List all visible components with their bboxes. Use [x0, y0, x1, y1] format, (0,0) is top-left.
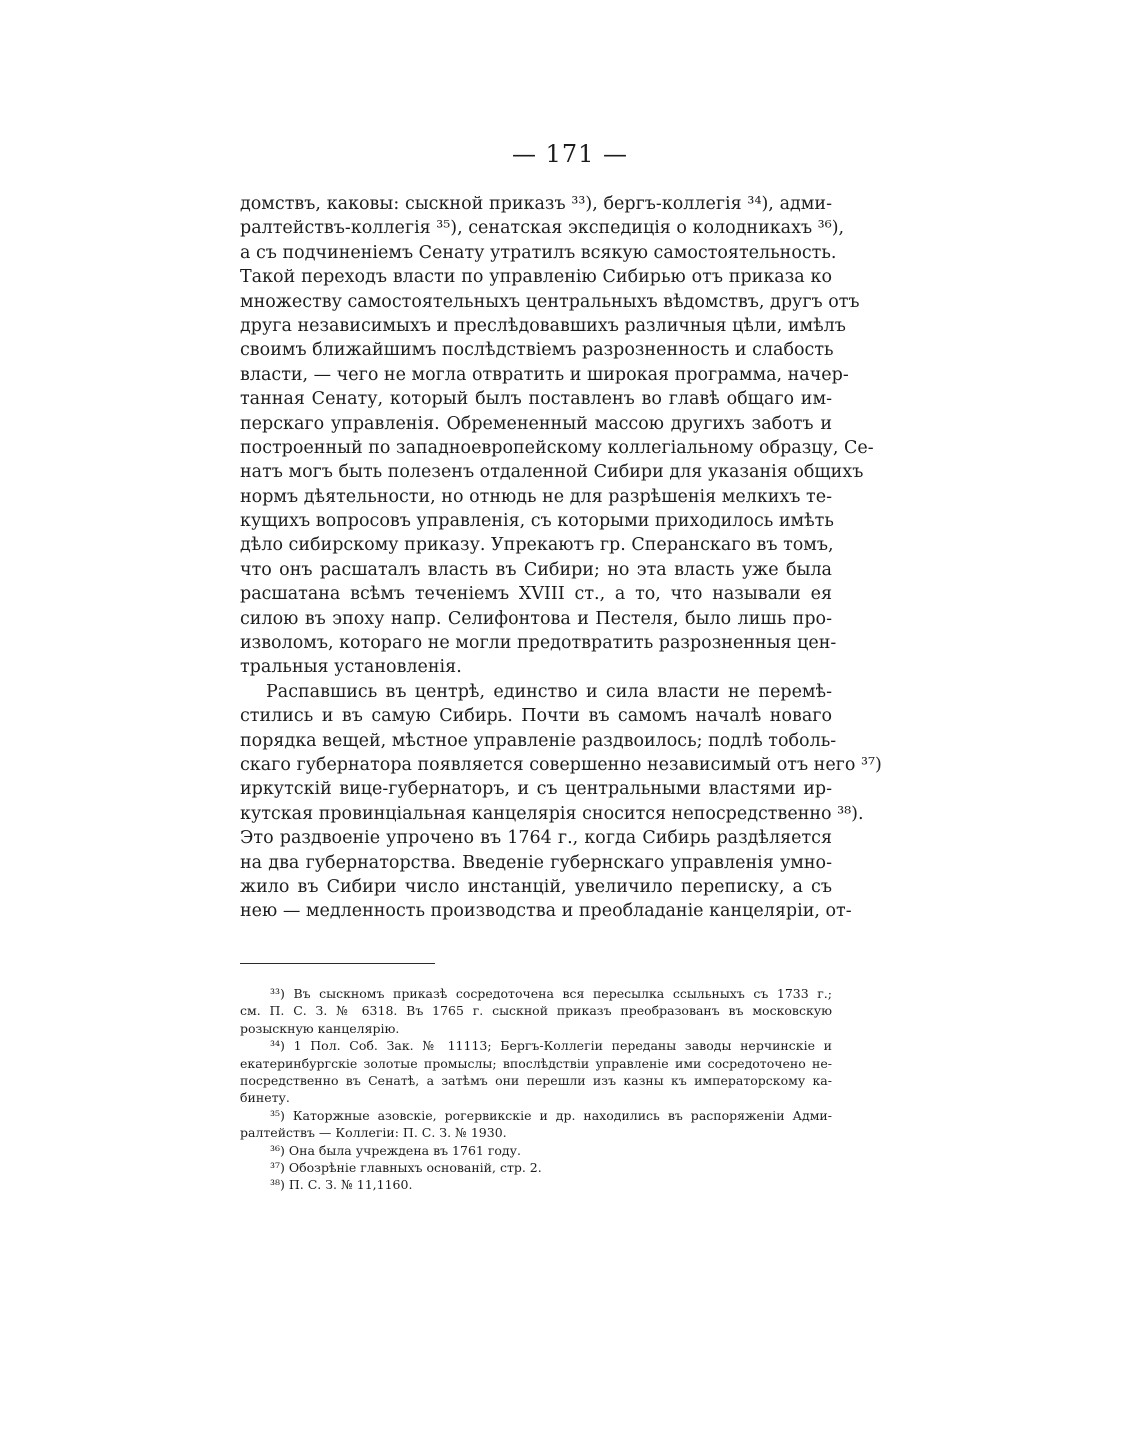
- body-text: [240, 192, 882, 924]
- text-line: кущихъ вопросовъ управленія, съ которыми приходилось имѣть: [240, 511, 834, 532]
- text-line: что онъ расшаталъ власть въ Сибири; но эта власть уже была: [240, 559, 832, 580]
- text-line: иркутскій вице-губернаторъ, и съ центральными властями ир-: [240, 779, 832, 800]
- text-line: домствъ, каковы: сыскной приказъ ³³), бергъ-коллегія ³⁴), адми-: [240, 194, 832, 214]
- text-line: а съ подчиненіемъ Сенату утратилъ всякую самостоятельность.: [240, 242, 837, 263]
- footnote-line: бинету.: [240, 1090, 290, 1106]
- text-line: своимъ ближайшимъ послѣдствіемъ разрозненность и слабость: [240, 340, 834, 361]
- footnotes: [240, 985, 832, 1194]
- footnote-line: посредственно въ Сенатѣ, а затѣмъ они перешли изъ казны къ императорскому ка-: [240, 1072, 832, 1088]
- text-line: построенный по западноевропейскому коллегіальному образцу, Се-: [240, 437, 874, 458]
- text-line: власти, — чего не могла отвратить и широкая программа, начер-: [240, 364, 849, 385]
- footnote-line: ³⁶) Она была учреждена въ 1761 году.: [270, 1142, 521, 1158]
- text-line: танная Сенату, который былъ поставленъ во главѣ общаго им-: [240, 389, 832, 410]
- text-line: жило въ Сибири число инстанцій, увеличило переписку, а съ: [240, 876, 832, 897]
- text-line: множеству самостоятельныхъ центральныхъ вѣдомствъ, другъ отъ: [240, 291, 860, 312]
- text-line: изволомъ, котораго не могли предотвратить разрозненныя цен-: [240, 633, 837, 654]
- text-line: тральныя установленія.: [240, 657, 462, 678]
- footnote-line: см. П. С. З. № 6318. Въ 1765 г. сыскной приказъ преобразованъ въ московскую: [240, 1003, 832, 1019]
- text-line: друга независимыхъ и преслѣдовавшихъ различныя цѣли, имѣлъ: [240, 315, 846, 336]
- footnote-line: ³⁵) Каторжные азовскіе, рогервикскіе и др. находились въ распоряженіи Адми-: [270, 1107, 832, 1123]
- text-line: перскаго управленія. Обремененный массою другихъ заботъ и: [240, 413, 832, 434]
- text-line: скаго губернатора появляется совершенно независимый отъ него ³⁷): [240, 754, 882, 775]
- footnote-line: ралтействъ — Коллегіи: П. С. З. № 1930.: [240, 1125, 507, 1141]
- text-line: ралтействъ-коллегія ³⁵), сенатская экспедиція о колодникахъ ³⁶),: [240, 218, 845, 239]
- text-line: дѣло сибирскому приказу. Упрекаютъ гр. Сперанскаго въ томъ,: [240, 535, 834, 556]
- page-number: — 171 —: [511, 140, 629, 168]
- text-line: натъ могъ быть полезенъ отдаленной Сибири для указанія общихъ: [240, 462, 864, 483]
- footnote-divider: [240, 963, 435, 964]
- footnote-line: ³³) Въ сыскномъ приказѣ сосредоточена вся пересылка ссыльныхъ съ 1733 г.;: [270, 986, 832, 1001]
- footnote-line: розыскную канцелярію.: [240, 1020, 400, 1036]
- text-line: нормъ дѣятельности, но отнюдь не для разрѣшенія мелкихъ те-: [240, 486, 832, 507]
- text-line: нею — медленность производства и преобладаніе канцеляріи, от-: [240, 901, 852, 922]
- text-line: кутская провинціальная канцелярія сносится непосредственно ³⁸).: [240, 803, 864, 824]
- footnote-line: екатеринбургскіе золотые промыслы; впослѣдствіи управленіе ими сосредоточено не-: [240, 1055, 832, 1071]
- footnote-line: ³⁸) П. С. З. № 11,1160.: [270, 1177, 413, 1193]
- text-line: Это раздвоеніе упрочено въ 1764 г., когда Сибирь раздѣляется: [240, 828, 832, 849]
- footnote-line: ³⁷) Обозрѣніе главныхъ основаній, стр. 2.: [270, 1159, 542, 1175]
- text-line: расшатана всѣмъ теченіемъ XVIII ст., а то, что называли ея: [240, 584, 832, 605]
- text-line: Такой переходъ власти по управленію Сибирью отъ приказа ко: [240, 267, 832, 288]
- text-line: Распавшись въ центрѣ, единство и сила власти не перемѣ-: [266, 681, 832, 702]
- text-line: на два губернаторства. Введеніе губернскаго управленія умно-: [240, 852, 832, 873]
- footnote-line: ³⁴) 1 Пол. Соб. Зак. № 11113; Бергъ-Коллегіи переданы заводы нерчинскіе и: [270, 1038, 832, 1054]
- text-line: стились и въ самую Сибирь. Почти въ самомъ началѣ новаго: [240, 706, 832, 727]
- text-line: порядка вещей, мѣстное управленіе раздвоилось; подлѣ тоболь-: [240, 730, 837, 751]
- text-line: силою въ эпоху напр. Селифонтова и Пестеля, было лишь про-: [240, 608, 832, 629]
